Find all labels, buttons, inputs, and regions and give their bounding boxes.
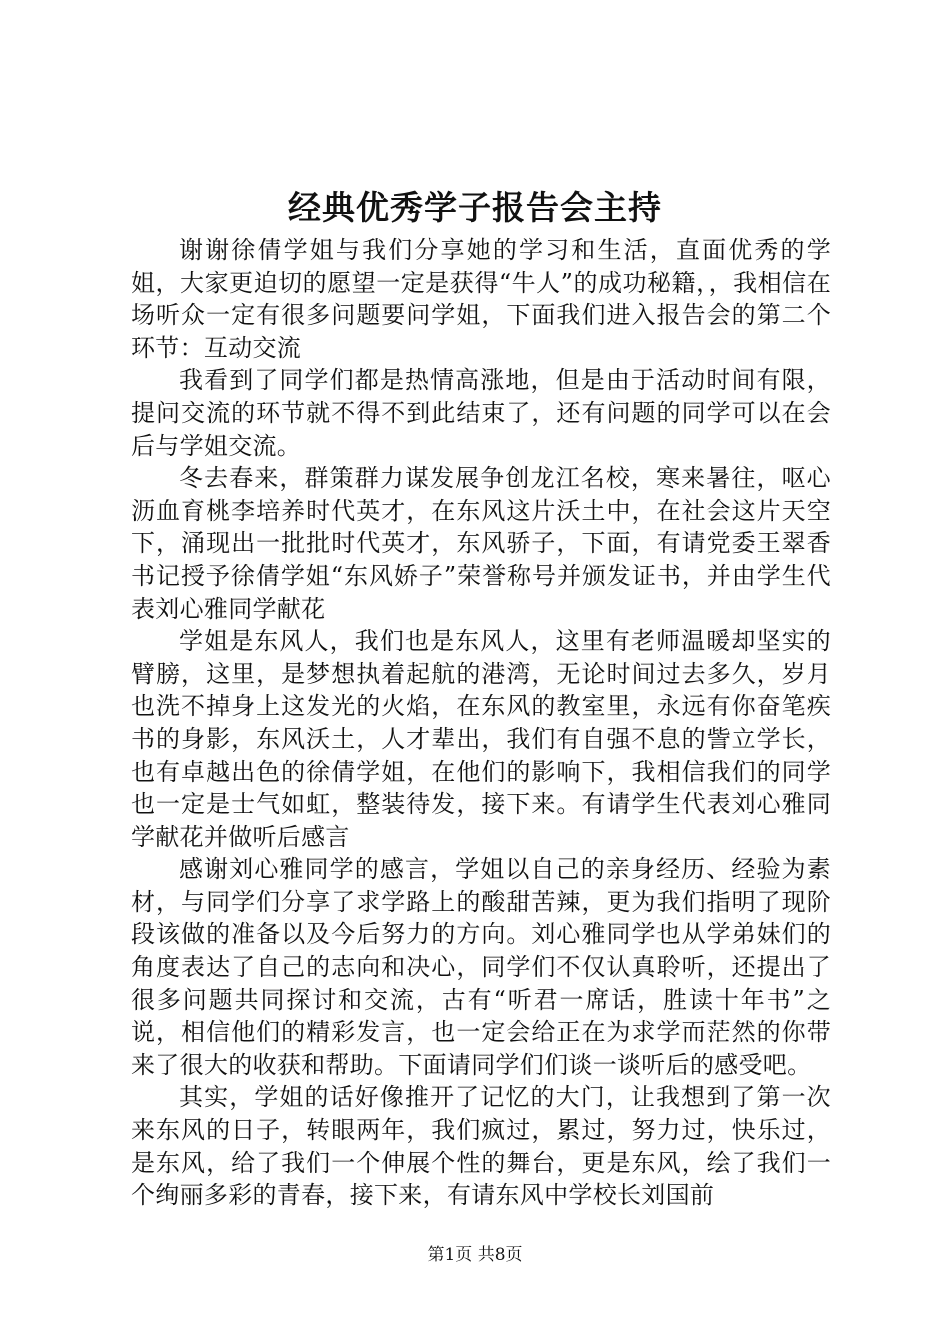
paragraph-6: 其实，学姐的话好像推开了记忆的大门，让我想到了第一次来东风的日子，转眼两年，我们疯过，累过，努力过，快乐过，是东风，给了我们一个伸展个性的舞台，更是东风，绘了我们一个绚丽多彩的青春，接下来，有请东风中学校长刘国前 — [131, 1083, 831, 1210]
paragraph-1: 谢谢徐倩学姐与我们分享她的学习和生活，直面优秀的学姐，大家更迫切的愿望一定是获得“牛人”的成功秘籍，，我相信在场听众一定有很多问题要问学姐，下面我们进入报告会的第二个环节：互动交流 — [131, 236, 831, 362]
page-number-footer: 第1页 共8页 — [427, 1245, 523, 1265]
paragraph-4: 学姐是东风人，我们也是东风人，这里有老师温暖却坚实的臂膀，这里，是梦想执着起航的港湾，无论时间过去多久，岁月也洗不掉身上这发光的火焰，在东风的教室里，永远有你奋笔疾书的身影，东风沃土，人才辈出，我们有自强不息的訾立学长，也有卓越出色的徐倩学姐，在他们的影响下，我相信我们的同学也一定是士气如虹，整装待发，接下来。有请学生代表刘心雅同学献花并做听后感言 — [131, 627, 831, 851]
paragraph-2: 我看到了同学们都是热情高涨地，但是由于活动时间有限，提问交流的环节就不得不到此结束了，还有问题的同学可以在会后与学姐交流。 — [131, 366, 831, 460]
paragraph-5: 感谢刘心雅同学的感言，学姐以自己的亲身经历、经验为素材，与同学们分享了求学路上的酸甜苦辣，更为我们指明了现阶段该做的准备以及今后努力的方向。刘心雅同学也从学弟妹们的角度表达了自己的志向和决心，同学们不仅认真聆听，还提出了很多问题共同探讨和交流，古有“听君一席话，胜读十年书”之说，相信他们的精彩发言，也一定会给正在为求学而茫然的你带来了很大的收获和帮助。下面请同学们们谈一谈听后的感受吧。 — [131, 855, 831, 1079]
document-title: 经典优秀学子报告会主持 — [288, 188, 662, 227]
paragraph-3: 冬去春来，群策群力谋发展争创龙江名校，寒来暑往，呕心沥血育桃李培养时代英才，在东风这片沃土中，在社会这片天空下，涌现出一批批时代英才，东风骄子，下面，有请党委王翠香书记授予徐倩学姐“东风娇子”荣誉称号并颁发证书，并由学生代表刘心雅同学献花 — [131, 464, 831, 623]
document-body — [131, 234, 831, 1212]
